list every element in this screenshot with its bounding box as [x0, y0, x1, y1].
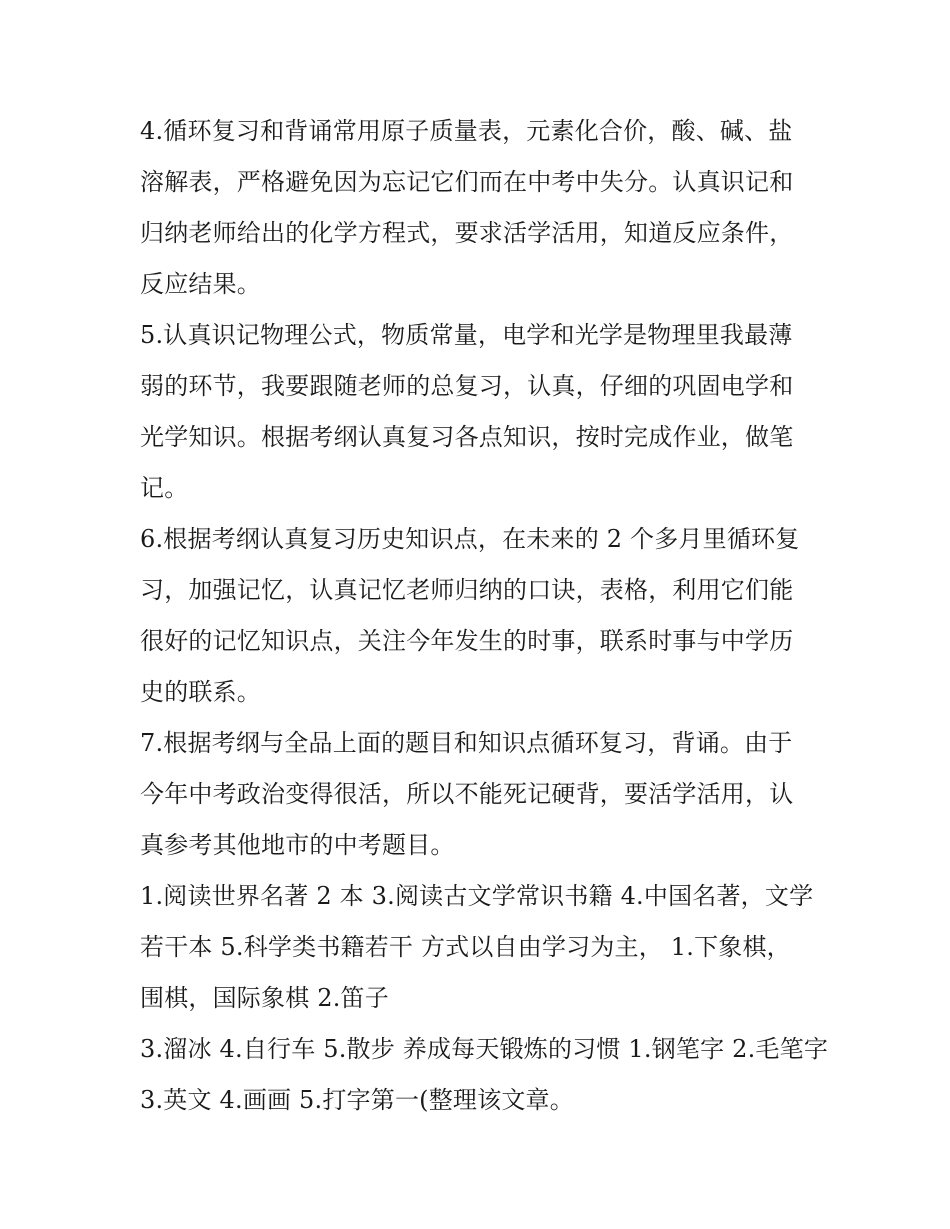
text-line: 6.根据考纲认真复习历史知识点，在未来的 2 个多月里循环复 — [140, 525, 800, 553]
document-body — [140, 106, 829, 1126]
text-line: 归纳老师给出的化学方程式，要求活学活用，知道反应条件， — [140, 219, 794, 247]
text-line: 真参考其他地市的中考题目。 — [140, 831, 455, 859]
text-line: 围棋，国际象棋 2.笛子 — [140, 984, 389, 1012]
text-line: 3.英文 4.画画 5.打字第一(整理该文章。 — [140, 1086, 574, 1114]
text-line: 3.溜冰 4.自行车 5.散步 养成每天锻炼的习惯 1.钢笔字 2.毛笔字 — [140, 1035, 829, 1063]
text-line: 记。 — [140, 474, 189, 502]
text-line: 溶解表，严格避免因为忘记它们而在中考中失分。认真识记和 — [140, 168, 794, 196]
text-line: 若干本 5.科学类书籍若干 方式以自由学习为主， 1.下象棋， — [140, 933, 791, 961]
text-line: 习，加强记忆，认真记忆老师归纳的口诀，表格，利用它们能 — [140, 576, 794, 604]
text-line: 很好的记忆知识点，关注今年发生的时事，联系时事与中学历 — [140, 627, 794, 655]
text-line: 反应结果。 — [140, 270, 261, 298]
text-line: 1.阅读世界名著 2 本 3.阅读古文学常识书籍 4.中国名著，文学 — [140, 882, 814, 910]
text-line: 弱的环节，我要跟随老师的总复习，认真，仔细的巩固电学和 — [140, 372, 794, 400]
text-line: 5.认真识记物理公式，物质常量，电学和光学是物理里我最薄 — [140, 321, 793, 349]
text-line: 7.根据考纲与全品上面的题目和知识点循环复习，背诵。由于 — [140, 729, 793, 757]
text-line: 光学知识。根据考纲认真复习各点知识，按时完成作业，做笔 — [140, 423, 794, 451]
text-line: 史的联系。 — [140, 678, 261, 706]
text-line: 今年中考政治变得很活，所以不能死记硬背，要活学活用，认 — [140, 780, 794, 808]
text-line: 4.循环复习和背诵常用原子质量表，元素化合价，酸、碱、盐 — [140, 117, 793, 145]
